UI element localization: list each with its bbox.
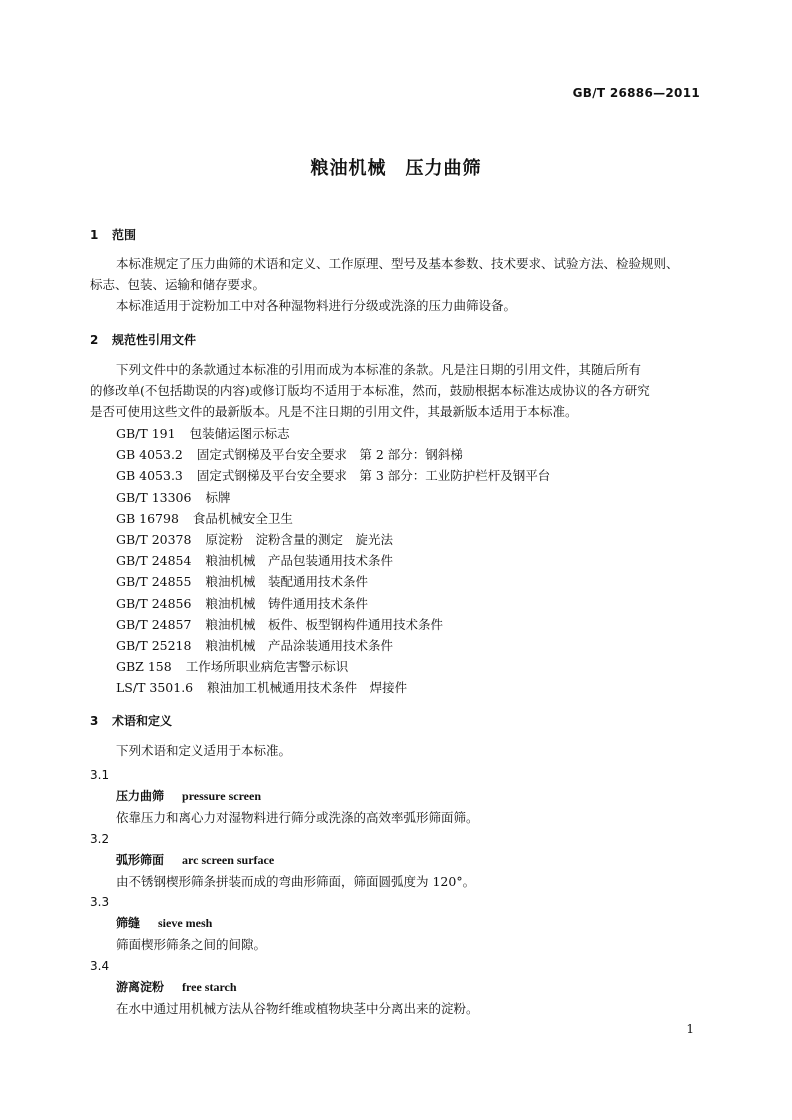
reference-item (116, 509, 293, 527)
reference-item (116, 488, 230, 506)
reference-code: GB/T 191 (116, 426, 176, 441)
reference-title: 粮油机械 铸件通用技术条件 (205, 595, 368, 611)
page-number: 1 (686, 1022, 694, 1036)
reference-item (116, 636, 393, 654)
reference-item (116, 466, 550, 484)
reference-item (116, 445, 463, 463)
section-number: 1 (90, 228, 99, 242)
term-zh: 压力曲筛 (116, 789, 165, 803)
reference-item (116, 551, 393, 569)
section-number: 2 (90, 333, 99, 347)
reference-code: GB 4053.2 (116, 447, 183, 463)
reference-code: GBZ 158 (116, 659, 172, 675)
paragraph-line: 下列文件中的条款通过本标准的引用而成为本标准的条款。凡是注日期的引用文件，其随后所有 (116, 362, 642, 377)
reference-title: 标牌 (205, 489, 231, 505)
clause-number: 3.4 (90, 958, 110, 973)
reference-item (116, 615, 443, 633)
term-en: sieve mesh (158, 916, 213, 930)
paragraph-line: 标志、包装、运输和储存要求。 (90, 277, 266, 292)
reference-item (116, 424, 290, 442)
term-heading (116, 851, 274, 868)
reference-code: LS/T 3501.6 (116, 680, 194, 696)
term-definition: 依靠压力和离心力对湿物料进行筛分或洗涤的高效率弧形筛面筛。 (116, 810, 479, 825)
reference-title: 粮油机械 产品涂装通用技术条件 (205, 638, 393, 653)
reference-title: 食品机械安全卫生 (192, 510, 293, 526)
clause-number: 3.1 (90, 768, 110, 782)
term-en: pressure screen (182, 789, 262, 803)
paragraph-line: 本标准适用于淀粉加工中对各种湿物料进行分级或洗涤的压力曲筛设备。 (116, 298, 517, 313)
term-heading (116, 787, 261, 804)
section-title: 术语和定义 (112, 714, 173, 728)
reference-title: 粮油机械 板件、板型钢构件通用技术条件 (205, 616, 443, 632)
paragraph-line: 的修改单(不包括勘误的内容)或修订版均不适用于本标准，然而，鼓励根据本标准达成协议的各方研究 (90, 383, 650, 398)
term-zh: 弧形筛面 (116, 852, 165, 867)
paragraph-line: 下列术语和定义适用于本标准。 (116, 743, 292, 758)
clause-number: 3.3 (90, 895, 110, 909)
reference-title: 原淀粉 淀粉含量的测定 旋光法 (205, 532, 393, 547)
reference-code: GB/T 24857 (116, 616, 192, 632)
reference-item (116, 657, 348, 675)
section-title: 规范性引用文件 (112, 333, 197, 347)
reference-title: 固定式钢梯及平台安全要求 第 3 部分：工业防护栏杆及钢平台 (196, 468, 551, 484)
reference-code: GB/T 24855 (116, 574, 192, 590)
term-heading (116, 914, 212, 931)
reference-code: GB/T 13306 (116, 489, 192, 505)
term-definition: 在水中通过用机械方法从谷物纤维或植物块茎中分离出来的淀粉。 (116, 1000, 479, 1016)
document-title: 粮油机械 压力曲筛 (310, 158, 482, 179)
reference-title: 固定式钢梯及平台安全要求 第 2 部分：钢斜梯 (196, 447, 463, 463)
section-1-heading (90, 226, 136, 243)
reference-title: 工作场所职业病危害警示标识 (185, 659, 349, 675)
reference-item (116, 594, 368, 612)
term-definition: 筛面楔形筛条之间的间隙。 (116, 937, 267, 952)
reference-title: 粮油加工机械通用技术条件 焊接件 (207, 680, 408, 696)
reference-item (116, 572, 368, 590)
term-heading (116, 978, 237, 995)
reference-code: GB 16798 (116, 510, 179, 526)
clause-number: 3.2 (90, 831, 110, 846)
paragraph-line: 本标准规定了压力曲筛的术语和定义、工作原理、型号及基本参数、技术要求、试验方法、检验规则、 (116, 256, 679, 271)
standard-code: GB/T 26886—2011 (572, 86, 700, 100)
reference-item (116, 530, 393, 548)
reference-item (116, 678, 407, 696)
term-zh: 游离淀粉 (116, 979, 165, 994)
reference-title: 包装储运图示标志 (189, 426, 290, 441)
reference-title: 粮油机械 装配通用技术条件 (205, 574, 368, 590)
section-3-heading (90, 712, 172, 729)
reference-code: GB/T 25218 (116, 638, 192, 653)
reference-code: GB/T 24854 (116, 553, 192, 569)
reference-title: 粮油机械 产品包装通用技术条件 (205, 553, 393, 569)
term-zh: 筛缝 (116, 916, 141, 930)
section-number: 3 (90, 714, 99, 728)
term-en: arc screen surface (182, 852, 275, 867)
term-definition: 由不锈钢楔形筛条拼装而成的弯曲形筛面，筛面圆弧度为 120°。 (116, 873, 476, 889)
reference-code: GB/T 24856 (116, 595, 192, 611)
section-title: 范围 (112, 228, 137, 242)
paragraph-line: 是否可使用这些文件的最新版本。凡是不注日期的引用文件，其最新版本适用于本标准。 (90, 404, 578, 419)
term-en: free starch (182, 979, 237, 994)
section-2-heading (90, 331, 196, 348)
reference-code: GB/T 20378 (116, 532, 192, 547)
reference-code: GB 4053.3 (116, 468, 183, 484)
